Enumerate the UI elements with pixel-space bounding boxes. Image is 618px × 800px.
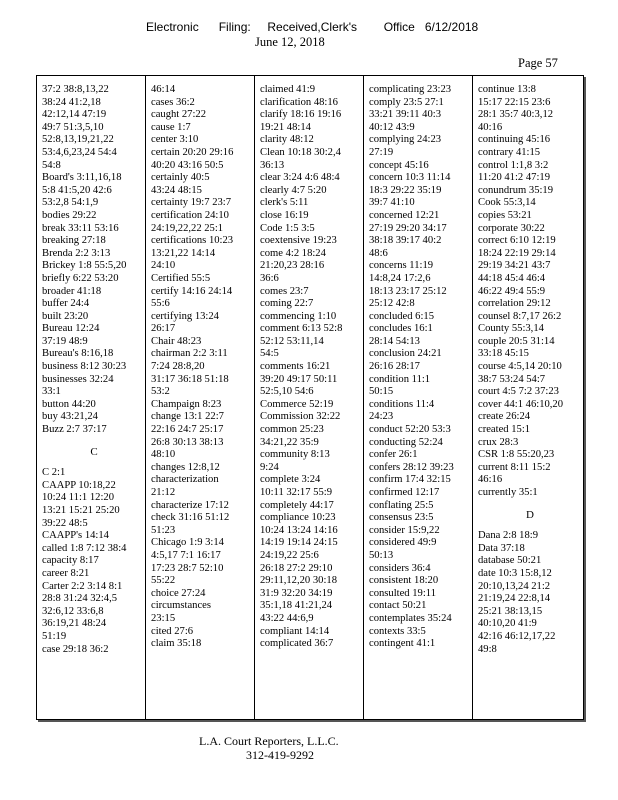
index-entry: called 1:8 7:12 38:4: [42, 542, 127, 554]
index-entry: choice 27:24: [151, 587, 206, 599]
index-entry: coming 22:7: [260, 298, 314, 310]
index-entry: 46:16: [478, 474, 503, 486]
index-entry: certainty 19:7 23:7: [151, 197, 232, 209]
index-entry: capacity 8:17: [42, 555, 99, 567]
index-entry: 11:20 41:2 47:19: [478, 172, 550, 184]
index-entry: 37:19 48:9: [42, 335, 88, 347]
index-entry: 48:10: [151, 449, 176, 461]
index-entry: created 15:1: [478, 424, 531, 436]
index-entry: career 8:21: [42, 567, 90, 579]
index-entry: complying 24:23: [369, 134, 442, 146]
index-entry: clarity 48:12: [260, 134, 314, 146]
index-entry: center 3:10: [151, 134, 199, 146]
index-entry: control 1:1,8 3:2: [478, 159, 549, 171]
index-entry: case 29:18 36:2: [42, 643, 109, 655]
index-entry: come 4:2 18:24: [260, 247, 326, 259]
court-reporter-phone: 312-419-9292: [246, 748, 314, 762]
index-entry: County 55:3,14: [478, 323, 544, 335]
index-entry: claimed 41:9: [260, 84, 316, 95]
index-entry: copies 53:21: [478, 209, 532, 221]
index-entry: businesses 32:24: [42, 373, 114, 385]
index-entry: Brenda 2:2 3:13: [42, 247, 111, 259]
index-entry: 42:16 46:12,17,22: [478, 630, 556, 642]
index-entry: conducting 52:24: [369, 436, 443, 448]
index-entry: 53:2: [151, 386, 170, 398]
index-entry: 24:23: [369, 411, 394, 423]
index-entry: Board's 3:11,16,18: [42, 172, 122, 184]
index-entry: 38:18 39:17 40:2: [369, 235, 442, 247]
filing-stamp: Electronic Filing: Received,Clerk's Office 6/12/2018: [146, 20, 479, 34]
index-entry: conundrum 35:19: [478, 184, 554, 196]
index-entry: confers 28:12 39:23: [369, 461, 454, 473]
index-entry: circumstances: [151, 600, 212, 612]
index-entry: 54:8: [42, 159, 61, 171]
index-entry: Code 1:5 3:5: [260, 222, 315, 234]
index-column-5: [478, 84, 582, 656]
index-entry: C 2:1: [42, 467, 66, 479]
index-entry: 21:12: [151, 487, 176, 498]
index-entry: 48:6: [369, 247, 388, 259]
index-entry: commencing 1:10: [260, 310, 337, 322]
index-entry: 7:24 28:8,20: [151, 361, 205, 373]
index-entry: correct 6:10 12:19: [478, 235, 556, 247]
index-entry: 54:5: [260, 348, 279, 360]
index-entry: complicated 36:7: [260, 638, 334, 650]
index-entry: conditions 11:4: [369, 398, 435, 410]
index-entry: CAAPP's 14:14: [42, 530, 109, 542]
index-entry: Carter 2:2 3:14 8:1: [42, 580, 123, 592]
index-entry: buy 43:21,24: [42, 411, 98, 423]
index-entry: 26:18 27:2 29:10: [260, 562, 333, 574]
index-entry: currently 35:1: [478, 487, 538, 498]
index-entry: 42:12,14 47:19: [42, 109, 107, 121]
index-entry: 13:21,22 14:14: [151, 247, 216, 259]
index-entry: Chicago 1:9 3:14: [151, 537, 224, 549]
index-entry: complicating 23:23: [369, 84, 452, 95]
index-entry: claim 35:18: [151, 638, 202, 650]
index-entry: contingent 41:1: [369, 638, 436, 650]
index-column-4: [369, 84, 473, 651]
index-entry: contrary 41:15: [478, 146, 541, 158]
index-entry: 52:8,13,19,21,22: [42, 134, 114, 146]
index-entry: 31:17 36:18 51:18: [151, 373, 229, 385]
index-entry: create 26:24: [478, 411, 531, 423]
index-entry: 21:20,23 28:16: [260, 260, 325, 272]
index-entry: breaking 27:18: [42, 235, 106, 247]
index-entry: Bureau 12:24: [42, 323, 100, 335]
index-entry: 19:21 48:14: [260, 121, 311, 133]
index-entry: Brickey 1:8 55:5,20: [42, 260, 127, 272]
index-entry: 51:19: [42, 630, 67, 642]
index-entry: comply 23:5 27:1: [369, 96, 444, 108]
index-entry: briefly 6:22 53:20: [42, 272, 119, 284]
index-entry: cases 36:2: [151, 96, 195, 108]
index-entry: buffer 24:4: [42, 298, 90, 310]
index-entry: 36:13: [260, 159, 285, 171]
index-entry: couple 20:5 31:14: [478, 335, 555, 347]
index-entry: close 16:19: [260, 209, 309, 221]
index-entry: 39:22 48:5: [42, 517, 88, 529]
index-entry: cause 1:7: [151, 121, 191, 133]
index-entry: 24:19,22 25:6: [260, 549, 319, 561]
index-entry: caught 27:22: [151, 109, 207, 121]
index-entry: 50:13: [369, 549, 394, 561]
index-entry: 33:1: [42, 386, 61, 398]
index-entry: clearly 4:7 5:20: [260, 184, 327, 196]
index-entry: certification 24:10: [151, 209, 229, 221]
index-entry: 52:12 53:11,14: [260, 335, 324, 347]
index-entry: consider 15:9,22: [369, 524, 440, 536]
index-entry: built 23:20: [42, 310, 89, 322]
index-entry: completely 44:17: [260, 499, 334, 511]
index-entry: continuing 45:16: [478, 134, 551, 146]
index-entry: common 25:23: [260, 424, 324, 436]
index-entry: Data 37:18: [478, 542, 525, 554]
index-entry: 20:10,13,24 21:2: [478, 580, 551, 592]
index-entry: 38:24 41:2,18: [42, 96, 101, 108]
index-entry: business 8:12 30:23: [42, 361, 127, 373]
index-entry: clear 3:24 4:6 48:4: [260, 172, 340, 184]
index-entry: 55:22: [151, 575, 176, 587]
index-entry: 53:4,6,23,24 54:4: [42, 146, 117, 158]
index-entry: CSR 1:8 55:20,23: [478, 449, 555, 461]
section-letter: C: [90, 445, 98, 458]
index-entry: 21:19,24 22:8,14: [478, 593, 551, 605]
index-entry: 26:17: [151, 323, 176, 335]
index-entry: Buzz 2:7 37:17: [42, 424, 107, 436]
index-entry: 26:16 28:17: [369, 361, 420, 373]
index-entry: 34:21,22 35:9: [260, 436, 319, 448]
page-number: Page 57: [518, 56, 558, 70]
index-entry: 28:8 31:24 32:4,5: [42, 593, 118, 605]
index-entry: 24:19,22,22 25:1: [151, 222, 224, 234]
index-entry: 33:18 45:15: [478, 348, 529, 360]
index-entry: 46:22 49:4 55:9: [478, 285, 546, 297]
index-entry: coextensive 19:23: [260, 235, 337, 247]
index-entry: comes 23:7: [260, 285, 309, 297]
index-entry: 22:16 24:7 25:17: [151, 424, 224, 436]
index-entry: check 31:16 51:12: [151, 512, 230, 524]
index-entry: 18:3 29:22 35:19: [369, 184, 442, 196]
index-entry: 17:23 28:7 52:10: [151, 562, 224, 574]
index-entry: 46:14: [151, 84, 176, 95]
index-entry: corporate 30:22: [478, 222, 545, 234]
index-entry: conduct 52:20 53:3: [369, 424, 451, 436]
index-entry: 52:5,10 54:6: [260, 386, 314, 398]
index-entry: 50:15: [369, 386, 394, 398]
index-entry: characterize 17:12: [151, 499, 229, 511]
index-entry: Bureau's 8:16,18: [42, 348, 114, 360]
index-entry: 9:24: [260, 461, 279, 473]
index-entry: Certified 55:5: [151, 272, 211, 284]
index-entry: 18:24 22:19 29:14: [478, 247, 556, 259]
index-entry: certainly 40:5: [151, 172, 210, 184]
index-entry: 28:14 54:13: [369, 335, 420, 347]
index-entry: characterization: [151, 474, 219, 486]
index-entry: considers 36:4: [369, 562, 431, 574]
index-entry: 23:15: [151, 612, 176, 624]
index-entry: continue 13:8: [478, 84, 536, 95]
index-entry: 55:6: [151, 298, 170, 310]
index-entry: 38:7 53:24 54:7: [478, 373, 546, 385]
index-entry: confer 26:1: [369, 449, 418, 461]
index-entry: break 33:11 53:16: [42, 222, 119, 234]
index-entry: 10:24 11:1 12:20: [42, 492, 114, 504]
index-entry: 28:1 35:7 40:3,12: [478, 109, 554, 121]
index-entry: 29:19 34:21 43:7: [478, 260, 551, 272]
index-entry: conclusion 24:21: [369, 348, 442, 360]
index-entry: certifying 13:24: [151, 310, 219, 322]
index-entry: button 44:20: [42, 398, 96, 410]
index-entry: 24:10: [151, 260, 176, 272]
index-entry: 37:2 38:8,13,22: [42, 84, 109, 95]
index-entry: contact 50:21: [369, 600, 427, 612]
index-entry: 14:19 19:14 24:15: [260, 537, 338, 549]
index-entry: comments 16:21: [260, 361, 331, 373]
index-entry: certify 14:16 24:14: [151, 285, 233, 297]
index-entry: 10:24 13:24 14:16: [260, 524, 338, 536]
index-column-3: [260, 84, 364, 651]
index-entry: 39:7 41:10: [369, 197, 415, 209]
index-entry: Champaign 8:23: [151, 398, 222, 410]
index-entry: 18:13 23:17 25:12: [369, 285, 447, 297]
index-entry: chairman 2:2 3:11: [151, 348, 228, 360]
index-entry: concluded 6:15: [369, 310, 435, 322]
index-entry: database 50:21: [478, 555, 542, 567]
index-entry: Commission 32:22: [260, 411, 341, 423]
index-entry: Chair 48:23: [151, 335, 202, 347]
index-entry: 27:19: [369, 146, 394, 158]
index-entry: broader 41:18: [42, 285, 102, 297]
index-entry: certain 20:20 29:16: [151, 146, 234, 158]
index-entry: concept 45:16: [369, 159, 429, 171]
index-entry: 35:1,18 41:21,24: [260, 600, 333, 612]
index-entry: 40:10,20 41:9: [478, 618, 537, 630]
index-column-2: [151, 84, 255, 651]
index-column-1: [42, 84, 146, 656]
index-entry: 36:6: [260, 272, 279, 284]
index-entry: condition 11:1: [369, 373, 431, 385]
word-index-box: [36, 75, 584, 720]
index-entry: 32:6,12 33:6,8: [42, 605, 104, 617]
index-entry: 36:19,21 48:24: [42, 618, 107, 630]
index-entry: 40:16: [478, 121, 503, 133]
index-entry: current 8:11 15:2: [478, 461, 551, 473]
index-entry: 5:8 41:5,20 42:6: [42, 184, 112, 196]
index-entry: Commerce 52:19: [260, 398, 334, 410]
index-entry: compliant 14:14: [260, 625, 330, 637]
index-entry: 13:21 15:21 25:20: [42, 505, 120, 516]
index-entry: 14:8,24 17:2,6: [369, 272, 431, 284]
index-entry: change 13:1 22:7: [151, 411, 224, 423]
index-entry: 53:2,8 54:1,9: [42, 197, 99, 209]
index-entry: 29:11,12,20 30:18: [260, 575, 338, 587]
index-entry: cited 27:6: [151, 625, 194, 637]
index-entry: complete 3:24: [260, 474, 321, 486]
index-entry: 40:12 43:9: [369, 121, 415, 133]
index-entry: considered 49:9: [369, 537, 437, 549]
index-entry: concludes 16:1: [369, 323, 433, 335]
index-entry: 10:11 32:17 55:9: [260, 487, 332, 498]
index-entry: crux 28:3: [478, 436, 519, 448]
index-entry: cover 44:1 46:10,20: [478, 398, 564, 410]
index-entry: contexts 33:5: [369, 625, 426, 637]
index-entry: clerk's 5:11: [260, 197, 309, 209]
index-entry: correlation 29:12: [478, 298, 551, 310]
index-entry: compliance 10:23: [260, 512, 336, 524]
index-entry: clarification 48:16: [260, 96, 338, 108]
court-reporter-name: L.A. Court Reporters, L.L.C.: [199, 734, 339, 748]
index-entry: 49:7 51:3,5,10: [42, 121, 104, 133]
index-entry: consulted 19:11: [369, 587, 436, 599]
index-entry: 39:20 49:17 50:11: [260, 373, 338, 385]
index-entry: Cook 55:3,14: [478, 197, 536, 209]
index-entry: 26:8 30:13 38:13: [151, 436, 224, 448]
index-entry: concern 10:3 11:14: [369, 172, 451, 184]
index-entry: conflating 25:5: [369, 499, 434, 511]
index-entry: 33:21 39:11 40:3: [369, 109, 441, 121]
index-entry: 31:9 32:20 34:19: [260, 587, 333, 599]
index-entry: changes 12:8,12: [151, 461, 220, 473]
index-entry: 43:24 48:15: [151, 184, 202, 196]
index-entry: 15:17 22:15 23:6: [478, 96, 551, 108]
index-entry: consensus 23:5: [369, 512, 434, 524]
index-entry: confirm 17:4 32:15: [369, 474, 451, 486]
index-entry: confirmed 12:17: [369, 487, 440, 498]
index-entry: 4:5,17 7:1 16:17: [151, 549, 221, 561]
index-entry: date 10:3 15:8,12: [478, 567, 552, 579]
index-entry: court 4:5 7:2 37:23: [478, 386, 559, 398]
index-entry: CAAPP 10:18,22: [42, 479, 116, 491]
index-entry: 40:20 43:16 50:5: [151, 159, 224, 171]
index-entry: 25:12 42:8: [369, 298, 415, 310]
index-entry: concerned 12:21: [369, 209, 440, 221]
index-entry: counsel 8:7,17 26:2: [478, 310, 562, 322]
index-entry: clarify 18:16 19:16: [260, 109, 342, 121]
index-entry: Dana 2:8 18:9: [478, 530, 539, 542]
index-entry: 27:19 29:20 34:17: [369, 222, 447, 234]
index-entry: Clean 10:18 30:2,4: [260, 146, 341, 158]
index-entry: 49:8: [478, 643, 497, 655]
index-entry: 43:22 44:6,9: [260, 612, 314, 624]
index-entry: concerns 11:19: [369, 260, 434, 272]
index-entry: 51:23: [151, 524, 176, 536]
index-entry: community 8:13: [260, 449, 330, 461]
index-entry: contemplates 35:24: [369, 612, 452, 624]
index-entry: certifications 10:23: [151, 235, 234, 247]
index-entry: comment 6:13 52:8: [260, 323, 343, 335]
index-entry: bodies 29:22: [42, 209, 97, 221]
filing-date: June 12, 2018: [255, 35, 325, 49]
section-letter: D: [526, 508, 534, 521]
index-entry: 25:21 38:13,15: [478, 605, 543, 617]
index-entry: course 4:5,14 20:10: [478, 361, 562, 373]
index-entry: 44:18 45:4 46:4: [478, 272, 546, 284]
index-entry: consistent 18:20: [369, 575, 439, 587]
